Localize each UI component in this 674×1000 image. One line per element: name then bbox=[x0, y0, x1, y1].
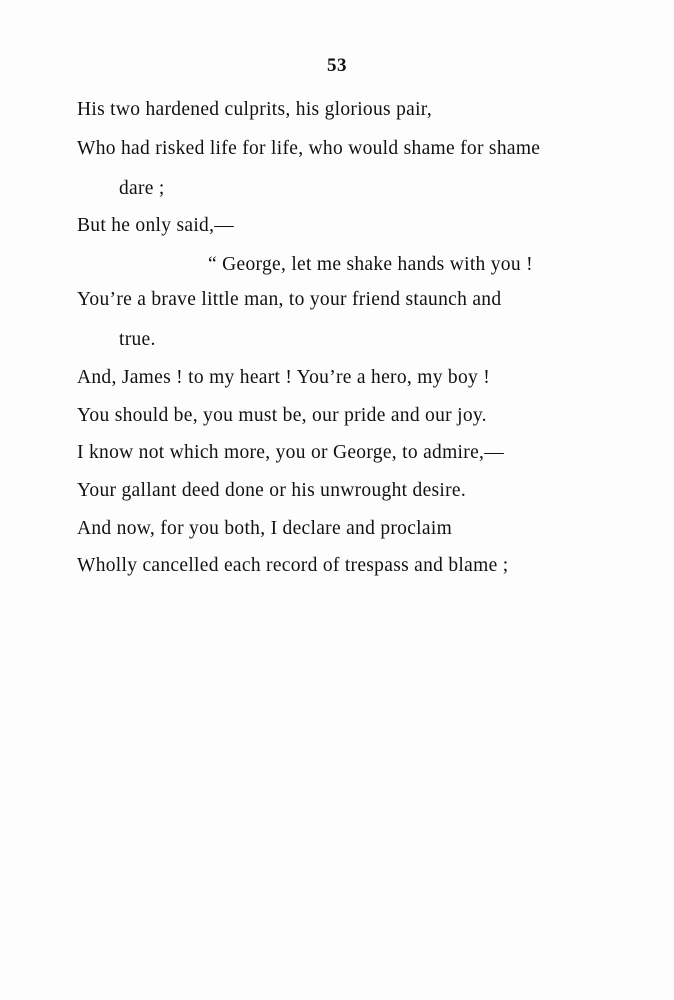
verse-line: You should be, you must be, our pride and our joy. bbox=[77, 405, 487, 426]
verse-line: I know not which more, you or George, to admire,— bbox=[77, 442, 504, 463]
verse-line: And, James ! to my heart ! You’re a hero, my boy ! bbox=[77, 367, 491, 388]
verse-line: You’re a brave little man, to your friend staunch and bbox=[77, 289, 502, 310]
verse-line: Your gallant deed done or his unwrought desire. bbox=[77, 480, 467, 501]
verse-line: Who had risked life for life, who would shame for shame bbox=[77, 138, 541, 159]
verse-line: And now, for you both, I declare and proclaim bbox=[77, 518, 453, 539]
verse-line: “ George, let me shake hands with you ! bbox=[208, 254, 533, 275]
verse-line: dare ; bbox=[119, 178, 165, 199]
verse-line: But he only said,— bbox=[77, 215, 235, 236]
page-number: 53 bbox=[327, 55, 347, 76]
verse-line: true. bbox=[119, 329, 156, 350]
verse-line: Wholly cancelled each record of trespass and blame ; bbox=[77, 555, 509, 576]
verse-line: His two hardened culprits, his glorious pair, bbox=[77, 99, 432, 120]
